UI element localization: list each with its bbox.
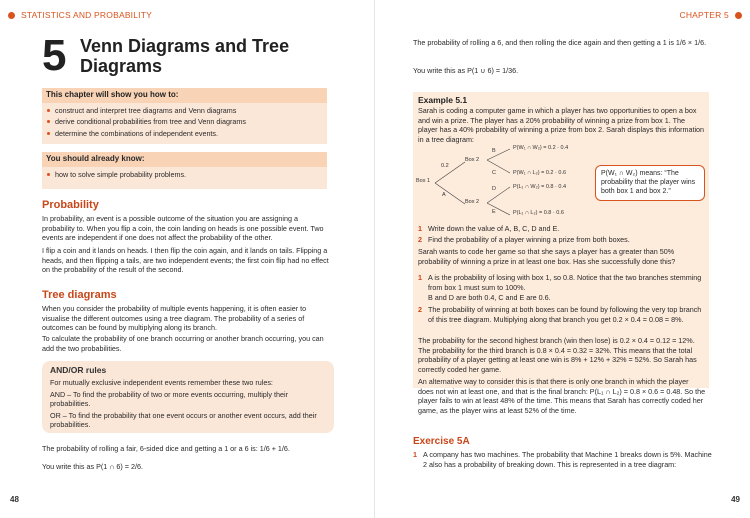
answer-2 bbox=[418, 305, 706, 324]
answer-number: 1 bbox=[418, 273, 422, 282]
branch-line bbox=[487, 160, 510, 173]
bullet-dot-icon bbox=[735, 12, 742, 19]
and-rule: AND – To find the probability of two or more events occurring, multiply their probabilities. bbox=[50, 389, 288, 409]
probability-paragraph-1: In probability, an event is a possible outcome of the situation you are assigning a probability to. When you flip a coin, the coin landing on heads is one possible event. Two events are independent if one does not affect the probability of the other. bbox=[42, 214, 324, 242]
tree-outcome-1: P(W₁ ∩ W₂) = 0.2 · 0.4 bbox=[513, 145, 569, 151]
or-rule: OR – To find the probability that one event occurs or another event occurs, add their probabilities. bbox=[50, 410, 317, 430]
tree-diagrams-paragraph-1: When you consider the probability of multiple events happening, it is often easier to visualise the different outcomes using a tree diagram. The probability of a series of outcomes can be found by multiplying along its branch. bbox=[42, 304, 307, 332]
bullet-dot-icon bbox=[8, 12, 15, 19]
tree-label-e: E bbox=[492, 209, 496, 215]
running-head-text: STATISTICS AND PROBABILITY bbox=[21, 10, 152, 20]
andor-heading: AND/OR rules bbox=[50, 365, 107, 375]
prior-knowledge-list bbox=[42, 167, 327, 190]
tree-label-d: D bbox=[492, 186, 496, 192]
tree-prob-top: 0.2 bbox=[441, 163, 449, 169]
answer-number: 2 bbox=[418, 305, 422, 314]
objectives-heading: This chapter will show you how to: bbox=[42, 88, 327, 103]
tree-outcome-2: P(W₁ ∩ L₂) = 0.2 · 0.6 bbox=[513, 170, 567, 176]
dice-or-example: The probability of rolling a fair, 6-sided dice and getting a 1 or a 6 is: 1/6 + 1/6. bbox=[42, 444, 290, 453]
learning-objectives-box bbox=[42, 88, 327, 144]
question-text: A company has two machines. The probability that Machine 1 breaks down is 5%. Machine 2 also has a probability of breaking down. This is represented in a tree diagram: bbox=[423, 450, 712, 469]
left-page-number: 48 bbox=[10, 495, 19, 505]
example-heading: Example 5.1 bbox=[418, 95, 468, 105]
question-text: Find the probability of a player winning a prize from both boxes. bbox=[428, 235, 630, 244]
answer-4: An alternative way to consider this is that there is only one branch in which the player does not win at least one, and that is the final branch: P(L₁ ∩ L₂) = 0.8 × 0.6 = 0.48. So the player fails to win at least 48% of the time. This means that Sarah has correctly coded her game, as the player wins at least 52% of the time. bbox=[418, 377, 706, 415]
right-page-number: 49 bbox=[731, 495, 740, 505]
branch-line bbox=[487, 203, 510, 215]
tree-outcome-3: P(L₁ ∩ W₂) = 0.8 · 0.4 bbox=[513, 184, 567, 190]
dice-and-notation: You write this as P(1 ∪ 6) = 1/36. bbox=[413, 66, 519, 75]
tree-outcome-4: P(L₁ ∩ L₂) = 0.8 · 0.6 bbox=[513, 210, 564, 216]
probability-heading: Probability bbox=[42, 199, 99, 211]
example-question-1 bbox=[418, 224, 706, 234]
question-number: 1 bbox=[418, 224, 422, 233]
objective-item: derive conditional probabilities from tree and Venn diagrams bbox=[46, 117, 323, 127]
tree-diagrams-heading: Tree diagrams bbox=[42, 289, 117, 301]
andor-intro: For mutually exclusive independent events remember these two rules: bbox=[50, 378, 273, 388]
example-intro: Sarah is coding a computer game in which a player has two opportunities to open a box and win a prize. The player has a 20% probability of winning a prize from box 1. The player has a 40% probability of winning a prize from box 2. Sarah displays this information in a tree diagram: bbox=[418, 106, 705, 144]
tree-label-a: A bbox=[442, 192, 446, 198]
question-text: Write down the value of A, B, C, D and E. bbox=[428, 224, 560, 233]
exercise-heading: Exercise 5A bbox=[413, 436, 470, 447]
objectives-list bbox=[42, 103, 327, 145]
answer-1b: B and D are both 0.4, C and E are 0.6. bbox=[428, 293, 551, 302]
answer-text: The probability of winning at both boxes can be found by following the very top branch of this tree diagram. Multiplying along that branch you get 0.2 × 0.4 = 0.08 = 8%. bbox=[428, 305, 702, 324]
question-number: 2 bbox=[418, 235, 422, 244]
tree-node-box1: Box 1 bbox=[416, 178, 431, 184]
running-head-text: CHAPTER 5 bbox=[679, 10, 729, 20]
left-running-head bbox=[8, 10, 152, 21]
dice-and-example: The probability of rolling a 6, and then rolling the dice again and then getting a 1 is 1/6 × 1/6. bbox=[413, 38, 707, 47]
right-running-head bbox=[679, 10, 742, 21]
dice-or-notation: You write this as P(1 ∩ 6) = 2/6. bbox=[42, 462, 143, 471]
tree-label-c: C bbox=[492, 170, 496, 176]
chapter-number: 5 bbox=[42, 31, 67, 80]
objective-item: construct and interpret tree diagrams and Venn diagrams bbox=[46, 106, 323, 116]
question-number: 1 bbox=[413, 450, 417, 459]
margin-note: P(W₁ ∩ W₂) means: “The probability that the player wins both box 1 and box 2.” bbox=[595, 165, 705, 201]
branch-line bbox=[435, 183, 465, 204]
prior-knowledge-heading: You should already know: bbox=[42, 152, 327, 167]
objective-item: determine the combinations of independent events. bbox=[46, 129, 323, 139]
branch-line bbox=[487, 149, 510, 160]
branch-line bbox=[435, 162, 465, 183]
andor-rules-box bbox=[42, 361, 334, 433]
example-claim: Sarah wants to code her game so that she says a player has a greater than 50% probability of winning a prize in at least one box. Has she successfully done this? bbox=[418, 247, 676, 266]
answer-3: The probability for the second highest branch (win then lose) is 0.2 × 0.4 = 0.12 = 12%. The probability for the third branch is 0.8 × 0.4 = 0.32 = 32%. This means that the total probability of a player getting at least one win is 8% + 12% + 32% = 52%. So Sarah has correctly coded her game. bbox=[418, 336, 697, 374]
prior-knowledge-box bbox=[42, 152, 327, 189]
exercise-question-1 bbox=[413, 450, 713, 469]
tree-diagram bbox=[415, 145, 595, 225]
answer-text: A is the probability of losing with box 1, so 0.8. Notice that the two branches stemming from box 1 must sum to 100%. bbox=[428, 273, 702, 292]
tree-label-b: B bbox=[492, 148, 496, 154]
answer-1 bbox=[418, 273, 706, 292]
chapter-title: Venn Diagrams and Tree Diagrams bbox=[80, 36, 290, 76]
tree-diagrams-paragraph-2: To calculate the probability of one branch occurring or another branch occurring, you can add the two probabilities. bbox=[42, 334, 324, 353]
prior-knowledge-item: how to solve simple probability problems. bbox=[46, 170, 323, 180]
tree-node-box2-bottom: Box 2 bbox=[465, 199, 480, 205]
example-question-2 bbox=[418, 235, 706, 245]
branch-line bbox=[487, 187, 510, 203]
example-box bbox=[413, 92, 709, 415]
tree-node-box2-top: Box 2 bbox=[465, 157, 480, 163]
probability-paragraph-2: I flip a coin and it lands on heads. I then flip the coin again, and it lands on tails. Flipping a heads, and then flipping a tails, are two independent events; the first coin flip had no effect on the probability of the result of the second. bbox=[42, 246, 329, 274]
